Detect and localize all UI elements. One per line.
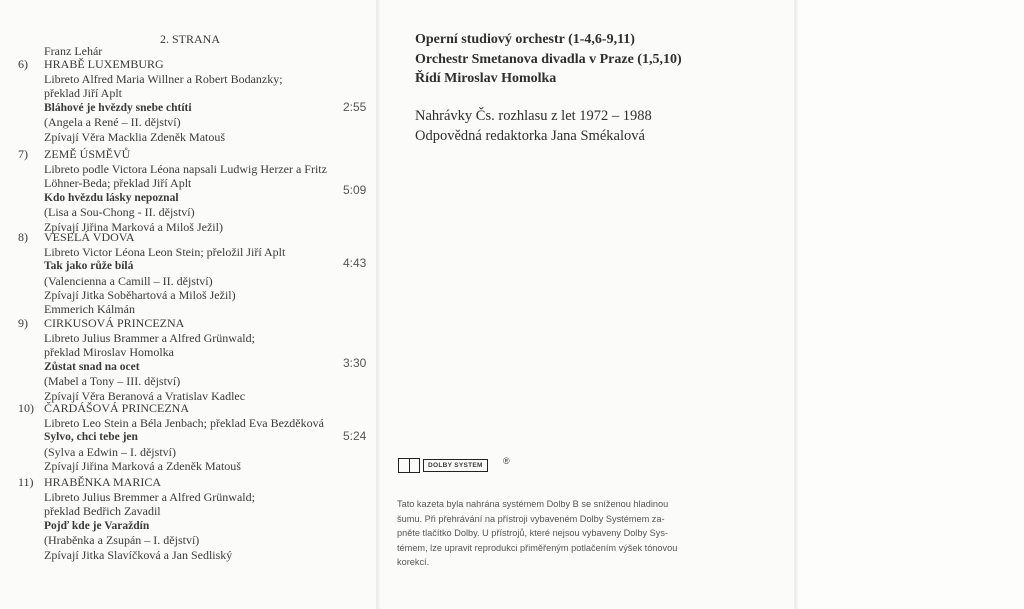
singers-line: Zpívají Jitka Slavíčková a Jan Sedliský <box>44 547 233 562</box>
dolby-system-label: DOLBY SYSTEM <box>423 459 488 472</box>
spine-panel <box>798 0 1024 609</box>
orchestra-line: Orchestr Smetanova divadla v Praze (1,5,10) <box>415 51 682 67</box>
credits-line: Libreto Alfred Maria Willner a Robert Bodanzky; <box>44 71 283 86</box>
recording-years: Nahrávky Čs. rozhlasu z let 1972 – 1988 <box>415 108 652 124</box>
track-number: 6) <box>18 57 28 71</box>
credits-line: překlad Bedřich Zavadil <box>44 504 161 518</box>
recording-info <box>415 107 652 146</box>
orchestra-line: Operní studiový orchestr (1-4,6-9,11) <box>415 32 635 47</box>
act-info: (Angela a René – II. dějství) <box>44 115 181 129</box>
dolby-logo <box>398 458 488 473</box>
song-title: Kdo hvězdu lásky nepoznal <box>44 191 179 204</box>
credits-line: Libreto Julius Brammer a Alfred Grünwald; <box>44 330 255 345</box>
dolby-note-line: korekcí. <box>397 557 430 567</box>
singers-line: Zpívají Věra Beranová a Vratislav Kadlec <box>44 388 246 403</box>
credits-line: Libreto podle Victora Léona napsali Ludwig Herzer a Fritz <box>44 161 327 176</box>
act-info: (Hraběnka a Zsupán – I. dějství) <box>44 533 200 547</box>
act-info: (Mabel a Tony – III. dějství) <box>44 374 181 388</box>
song-title: Pojď kde je Varaždín <box>44 519 150 532</box>
double-d-icon <box>398 458 420 473</box>
track-number: 7) <box>18 147 28 161</box>
song-title: Tak jako růže bílá <box>44 260 134 272</box>
singers-line: Zpívají Věra Macklia Zdeněk Matouš <box>44 129 226 144</box>
singers-line: Zpívají Jitka Soběhartová a Miloš Ježil) <box>44 288 236 302</box>
operetta-title: VESELÁ VDOVA <box>44 230 135 244</box>
dolby-note <box>397 497 769 570</box>
act-info: (Valencienna a Camill – II. dějství) <box>44 273 213 288</box>
credits-line: Libreto Julius Bremmer a Alfred Grünwald; <box>44 489 255 504</box>
song-title: Bláhové je hvězdy snebe chtíti <box>44 101 192 114</box>
track-duration: 2:55 <box>343 100 367 114</box>
act-info: (Sylva a Edwin – I. dějství) <box>44 444 176 459</box>
operetta-title: ZEMĚ ÚSMĚVŮ <box>44 147 131 161</box>
dolby-note-line: Tato kazeta byla nahrána systémem Dolby B se sníženou hladinou <box>397 499 669 509</box>
credits-line: Libreto Leo Stein a Béla Jenbach; překlad Eva Bezděková <box>44 415 324 430</box>
track-number: 10) <box>18 401 34 415</box>
composer-name: Emmerich Kálmán <box>44 302 135 316</box>
operetta-title: ČARDÁŠOVÁ PRINCEZNA <box>44 401 190 415</box>
credits-line: překlad Jiří Aplt <box>44 86 122 100</box>
singers-line: Zpívají Jiřina Marková a Zdeněk Matouš <box>44 459 241 473</box>
singers-line: Zpívají Jiřina Marková a Miloš Ježil) <box>44 219 223 234</box>
track-duration: 3:30 <box>343 356 367 370</box>
track-number: 8) <box>18 230 28 244</box>
track-number: 9) <box>18 316 28 330</box>
song-title: Sylvo, chci tebe jen <box>44 431 138 443</box>
conductor-line: Řídí Miroslav Homolka <box>415 71 557 86</box>
track-number: 11) <box>18 475 34 489</box>
track-duration: 5:24 <box>343 429 367 443</box>
orchestra-credits <box>415 30 682 89</box>
song-title: Zůstat snad na ocet <box>44 360 140 373</box>
composer-name: Franz Lehár <box>44 44 103 58</box>
dolby-note-line: šumu. Při přehrávání na přístroji vybaveném Dolby Systémem za- <box>397 513 665 524</box>
editor-line: Odpovědná redaktorka Jana Smékalová <box>415 127 645 144</box>
operetta-title: HRABĚ LUXEMBURG <box>44 57 164 71</box>
credits-line: Löhner-Beda; překlad Jiří Aplt <box>44 176 192 190</box>
dolby-note-line: pněte tlačítko Dolby. U přístrojů, které nejsou vybaveny Dolby Sys- <box>397 528 668 538</box>
side-label: 2. STRANA <box>160 32 221 46</box>
registered-mark: ® <box>503 456 510 466</box>
act-info: (Lisa a Sou-Chong - II. dějství) <box>44 205 195 219</box>
credits-line: Libreto Victor Léona Leon Stein; přeložil Jiří Aplt <box>44 244 286 259</box>
track-duration: 4:43 <box>343 256 367 270</box>
operetta-title: CIRKUSOVÁ PRINCEZNA <box>44 316 185 330</box>
dolby-note-line: témem, lze upravit reprodukci přiměřeným potlačením výšek tónovou <box>397 542 678 553</box>
operetta-title: HRABĚNKA MARICA <box>44 475 162 489</box>
credits-line: překlad Miroslav Homolka <box>44 345 174 359</box>
track-duration: 5:09 <box>343 183 367 197</box>
